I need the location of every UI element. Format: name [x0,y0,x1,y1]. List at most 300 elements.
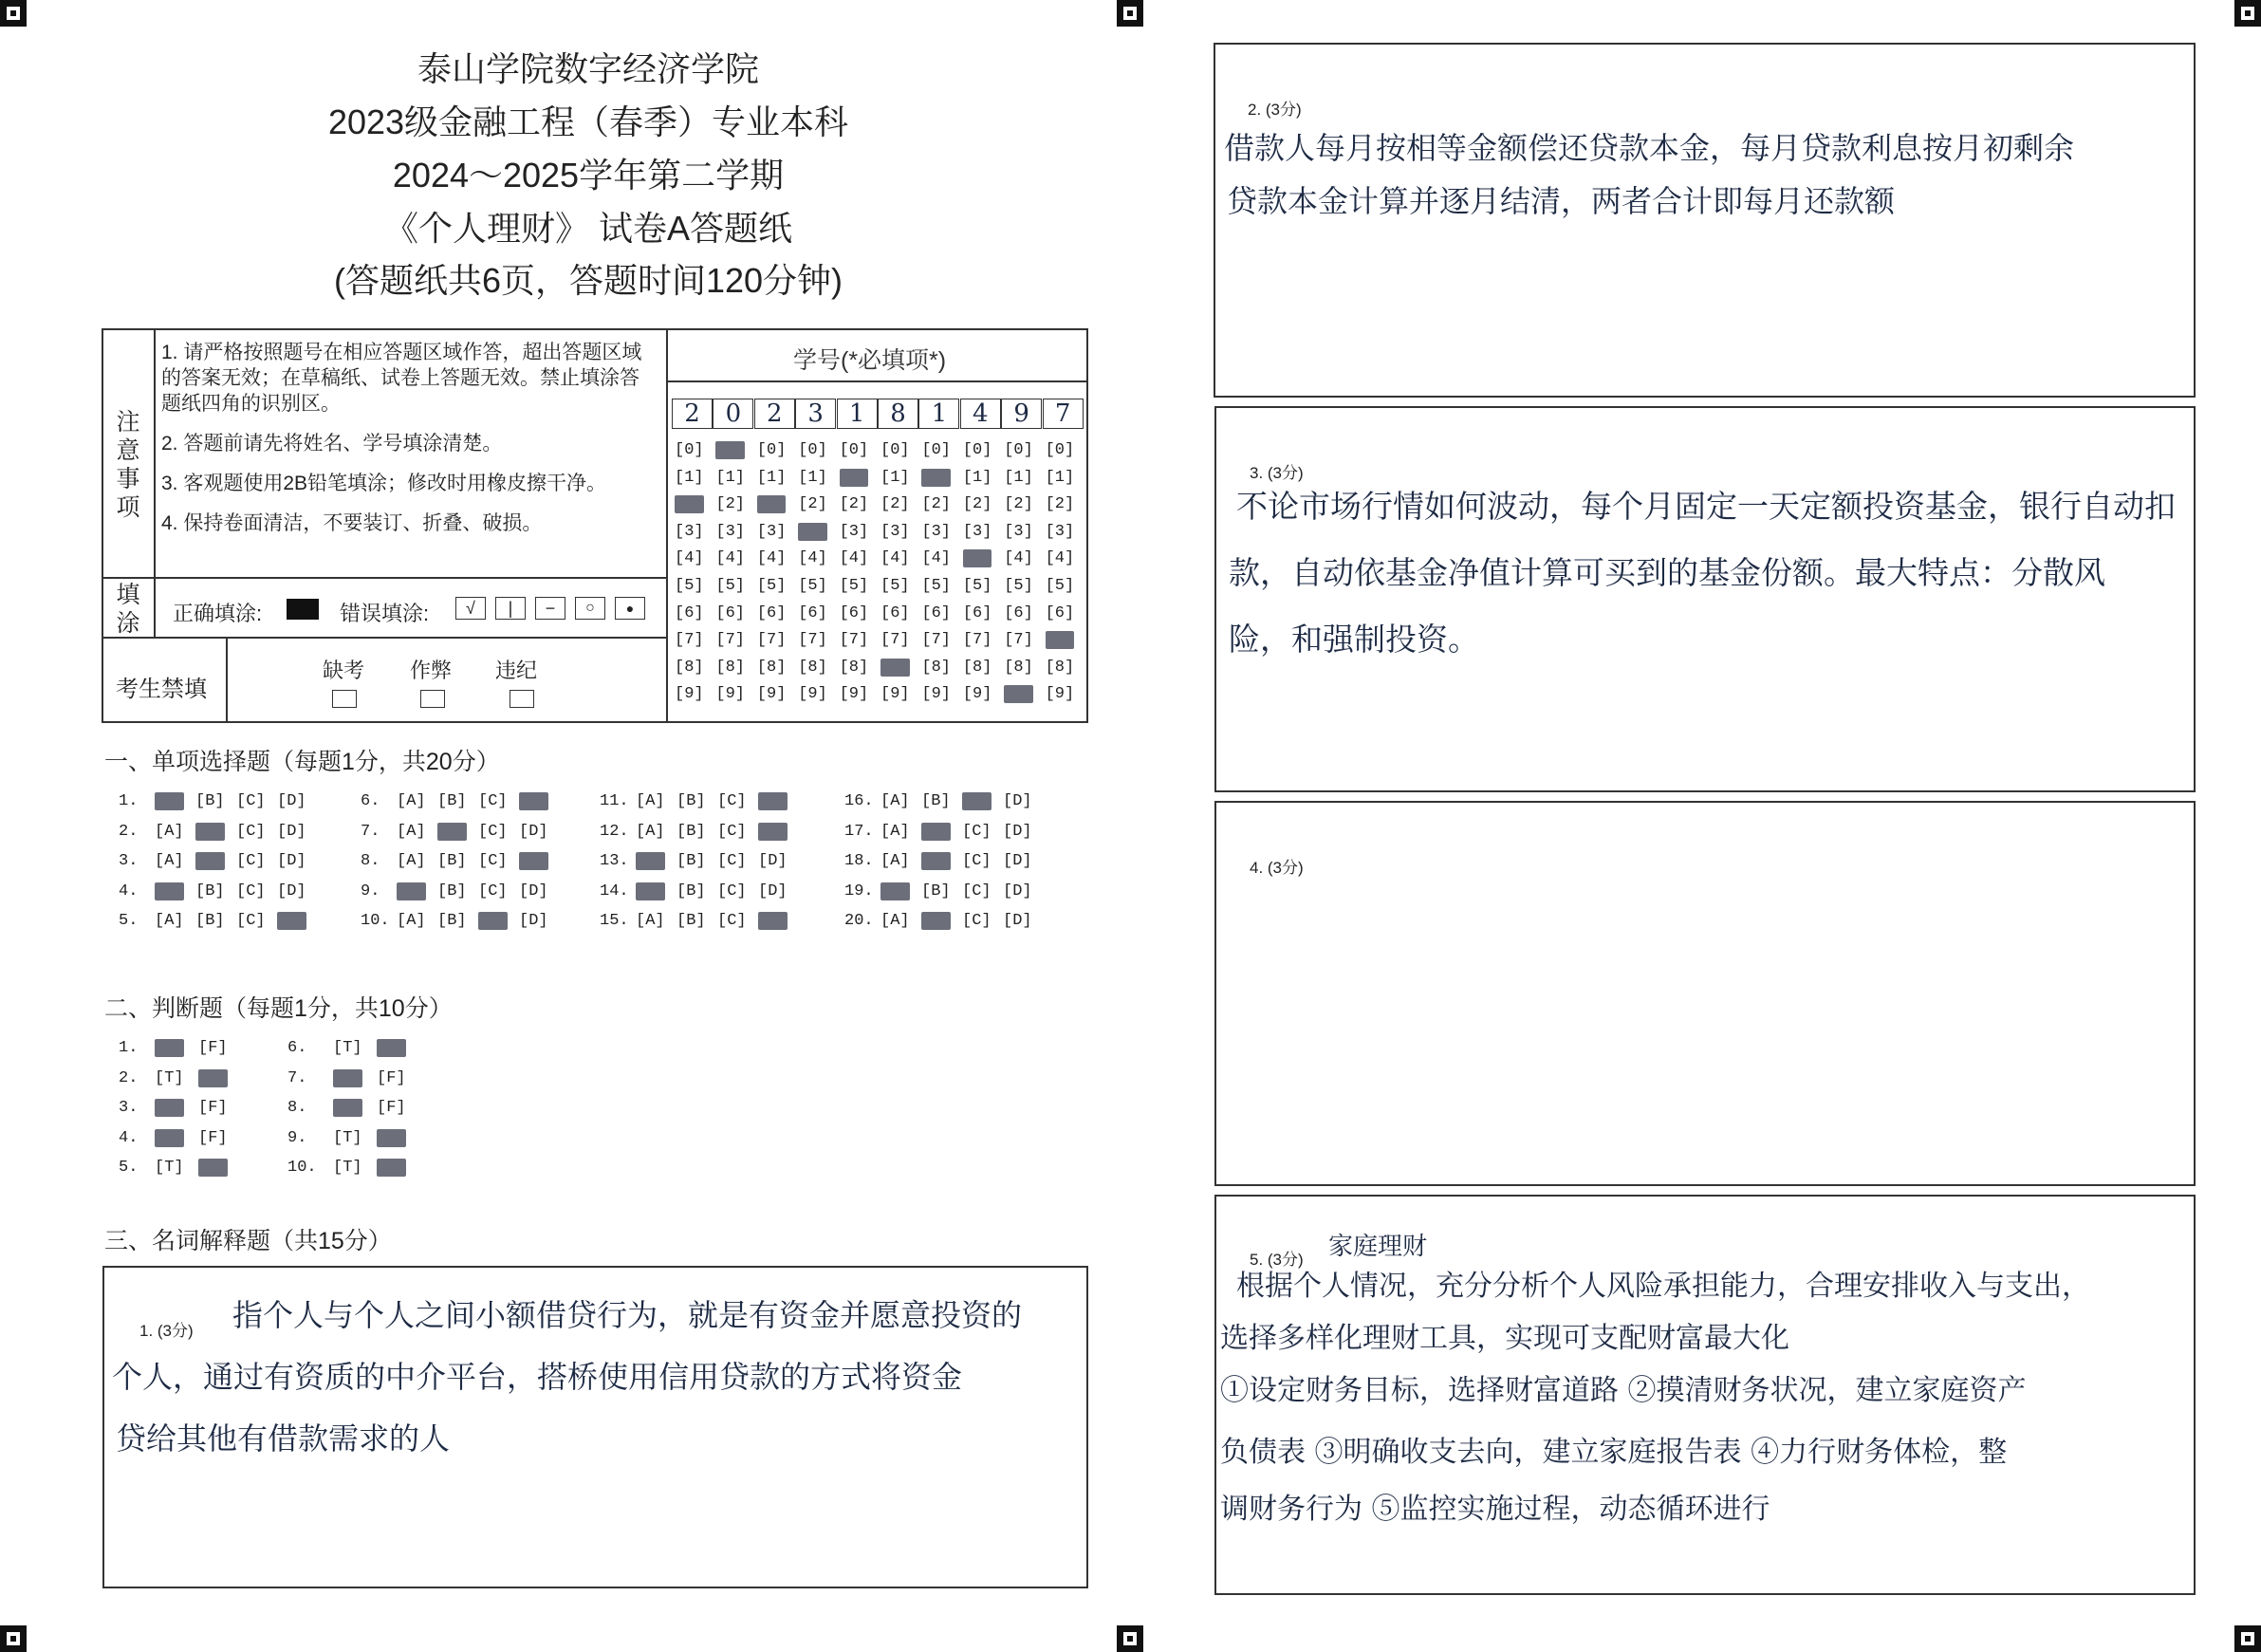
student-id-bubble[interactable]: [5] [921,577,951,595]
student-id-digit-5[interactable]: 1 [837,399,878,429]
student-id-bubble[interactable]: [3] [675,522,704,541]
student-id-bubble[interactable]: [9] [1045,685,1075,704]
mc-option-c[interactable]: [C] [717,822,747,841]
tf-option-f[interactable]: [F] [198,1099,228,1117]
student-id-bubble[interactable]: [2] [839,495,869,514]
forbid-checkbox-violation[interactable] [510,690,534,708]
student-id-bubble[interactable]: [7] [798,631,827,650]
student-id-bubble[interactable]: [7] [839,631,869,650]
mc-option-a[interactable]: [A] [155,852,184,870]
mc-option-d[interactable]: [D] [277,792,306,810]
answer-label-5: 5. (3分) [1250,1251,1304,1269]
tf-option-t[interactable]: [T] [155,1039,184,1057]
student-id-bubble[interactable]: [0] [962,441,992,459]
fill-wrong-mark: | [495,597,526,620]
student-id-bubble[interactable]: [1] [675,468,704,487]
student-id-bubble[interactable]: [5] [1045,577,1075,595]
student-id-bubble[interactable]: [5] [839,577,869,595]
student-id-bubble[interactable]: [7] [880,631,910,650]
mc-option-b[interactable]: [B] [676,822,706,841]
fill-wrong-mark: − [535,597,565,620]
mc-option-d[interactable]: [D] [519,852,548,870]
student-id-bubble[interactable]: [4] [839,549,869,568]
student-id-bubble[interactable]: [5] [715,577,745,595]
tf-option-t[interactable]: [T] [333,1159,362,1177]
corner-marker-bottom-left [0,1625,27,1652]
student-id-bubble[interactable]: [8] [962,658,992,677]
answer-label-2: 2. (3分) [1248,101,1302,119]
mc-option-b[interactable]: [B] [437,852,467,870]
student-id-digit-1[interactable]: 2 [672,399,713,429]
mc-option-b[interactable]: [B] [676,792,706,810]
mc-option-c[interactable]: [C] [717,882,747,900]
mc-option-c[interactable]: [C] [478,792,508,810]
corner-marker-bottom-right [2234,1625,2261,1652]
student-id-bubble[interactable]: [0] [880,441,910,459]
tf-option-f[interactable]: [F] [377,1039,406,1057]
answer-text-2-line: 借款人每月按相等金额偿还贷款本金，每月贷款利息按月初剩余 [1224,130,2075,166]
mc-question-number: 11. [600,792,629,810]
mc-option-d[interactable]: [D] [1003,882,1032,900]
student-id-bubble[interactable]: [2] [880,495,910,514]
student-id-bubble[interactable]: [1] [1004,468,1033,487]
mc-option-d[interactable]: [D] [1003,792,1032,810]
student-id-bubble[interactable]: [8] [798,658,827,677]
forbid-option-violation: 违纪 [495,659,538,682]
mc-option-a[interactable]: [A] [397,882,426,900]
mc-question-number: 6. [361,792,380,810]
student-id-bubble[interactable]: [2] [715,495,745,514]
mc-option-c[interactable]: [C] [962,822,992,841]
student-id-bubble[interactable]: [6] [1045,603,1075,622]
student-id-digit-9[interactable]: 9 [1001,399,1042,429]
student-id-bubble[interactable]: [1] [798,468,827,487]
student-id-bubble[interactable]: [3] [798,522,827,541]
student-id-bubble[interactable]: [9] [798,685,827,704]
fill-wrong-mark: √ [455,597,486,620]
section1-title: 一、单项选择题（每题1分，共20分） [104,749,500,775]
answer-label-4: 4. (3分) [1250,859,1304,877]
mc-option-a[interactable]: [A] [636,822,665,841]
student-id-digit-4[interactable]: 3 [795,399,836,429]
mc-question-number: 4. [119,882,139,900]
answer-text-1-line: 指个人与个人之间小额借贷行为，就是有资金并愿意投资的 [232,1297,1023,1333]
answer-text-5-line: 选择多样化理财工具，实现可支配财富最大化 [1220,1322,1789,1355]
student-id-title: 学号(*必填项*) [793,347,947,374]
mc-question-number: 1. [119,792,139,810]
mc-option-a[interactable]: [A] [880,912,910,930]
student-id-bubble[interactable]: [1] [962,468,992,487]
mc-option-d[interactable]: [D] [1003,852,1032,870]
mc-option-c[interactable]: [C] [717,792,747,810]
mc-option-a[interactable]: [A] [880,882,910,900]
notice-item: 4. 保持卷面清洁，不要装订、折叠、破损。 [161,512,543,534]
mc-question-number: 2. [119,822,139,841]
corner-marker-top-center [1117,0,1143,27]
student-id-bubble[interactable]: [2] [962,495,992,514]
student-id-bubble[interactable]: [2] [1004,495,1033,514]
mc-option-d[interactable]: [D] [277,822,306,841]
mc-option-c[interactable]: [C] [478,852,508,870]
mc-option-b[interactable]: [B] [921,852,951,870]
student-id-bubble[interactable]: [6] [798,603,827,622]
tf-question-number: 2. [119,1068,139,1087]
tf-question-number: 9. [287,1128,307,1147]
student-id-bubble[interactable]: [4] [1045,549,1075,568]
mc-option-d[interactable]: [D] [758,882,788,900]
tf-question-number: 7. [287,1068,307,1087]
mc-option-b[interactable]: [B] [921,912,951,930]
student-id-bubble[interactable]: [2] [921,495,951,514]
mc-option-c[interactable]: [C] [236,822,266,841]
notice-divider-h [102,577,667,579]
tf-option-f[interactable]: [F] [198,1159,228,1177]
student-id-bubble[interactable]: [8] [1004,658,1033,677]
student-id-bubble[interactable]: [9] [921,685,951,704]
student-id-bubble[interactable]: [5] [962,577,992,595]
mc-option-a[interactable]: [A] [397,912,426,930]
mc-option-d[interactable]: [D] [758,792,788,810]
mc-option-b[interactable]: [B] [195,882,225,900]
mc-question-number: 17. [844,822,874,841]
tf-option-t[interactable]: [T] [155,1128,184,1147]
mc-option-a[interactable]: [A] [880,792,910,810]
mc-option-b[interactable]: [B] [195,852,225,870]
student-id-bubble[interactable]: [0] [921,441,951,459]
student-id-bubble[interactable]: [5] [1004,577,1033,595]
mc-option-d[interactable]: [D] [519,822,548,841]
fill-label: 填涂 [116,582,140,637]
mc-option-b[interactable]: [B] [676,852,706,870]
tf-option-t[interactable]: [T] [333,1068,362,1087]
student-id-digit-10[interactable]: 7 [1043,399,1084,429]
mc-option-c[interactable]: [C] [236,852,266,870]
answer-text-5-line: 调财务行为 ⑤监控实施过程，动态循环进行 [1220,1493,1770,1526]
mc-option-c[interactable]: [C] [478,912,508,930]
notice-divider-v [154,328,156,637]
mc-option-a[interactable]: [A] [155,792,184,810]
tf-option-f[interactable]: [F] [377,1159,406,1177]
student-id-bubble[interactable]: [0] [1004,441,1033,459]
student-id-bubble[interactable]: [1] [921,468,951,487]
answer-text-5-line: 根据个人情况，充分分析个人风险承担能力，合理安排收入与支出， [1236,1270,2090,1303]
term-title: 2024～2025学年第二学期 [392,156,785,195]
student-id-digit-8[interactable]: 4 [960,399,1001,429]
exam-note: (答题纸共6页，答题时间120分钟) [333,261,843,300]
mc-option-b[interactable]: [B] [921,882,951,900]
student-id-bubble[interactable]: [3] [715,522,745,541]
student-id-digit-6[interactable]: 8 [878,399,918,429]
student-id-bubble[interactable]: [4] [715,549,745,568]
mc-option-a[interactable]: [A] [155,912,184,930]
mc-option-c[interactable]: [C] [478,882,508,900]
tf-option-f[interactable]: [F] [198,1128,228,1147]
mc-option-c[interactable]: [C] [962,792,992,810]
mc-option-b[interactable]: [B] [437,882,467,900]
exam-title: 《个人理财》 试卷A答题纸 [383,209,792,248]
mc-option-a[interactable]: [A] [636,852,665,870]
fill-wrong-label: 错误填涂: [340,602,430,625]
student-id-bubble[interactable]: [7] [1004,631,1033,650]
student-id-bubble[interactable]: [2] [675,495,704,514]
mc-question-number: 18. [844,852,874,870]
student-id-bubble[interactable]: [5] [675,577,704,595]
fill-correct-mark [287,599,319,620]
student-id-bubble[interactable]: [1] [715,468,745,487]
forbid-option-cheat: 作弊 [410,659,453,682]
tf-option-f[interactable]: [F] [377,1128,406,1147]
mc-option-c[interactable]: [C] [962,882,992,900]
tf-question-number: 3. [119,1099,139,1117]
student-id-bubble[interactable]: [5] [798,577,827,595]
student-id-bubble[interactable]: [3] [839,522,869,541]
mc-option-d[interactable]: [D] [1003,912,1032,930]
student-id-bubble[interactable]: [7] [756,631,787,650]
mc-option-a[interactable]: [A] [397,852,426,870]
tf-question-number: 5. [119,1159,139,1177]
student-id-bubble[interactable]: [2] [756,495,787,514]
student-id-bubble[interactable]: [6] [839,603,869,622]
student-id-bubble[interactable]: [9] [675,685,704,704]
student-id-bubble[interactable]: [3] [880,522,910,541]
mc-option-a[interactable]: [A] [880,852,910,870]
answer-text-2-line: 贷款本金计算并逐月结清，两者合计即每月还款额 [1227,183,1896,219]
mc-option-b[interactable]: [B] [437,912,467,930]
mc-option-d[interactable]: [D] [758,912,788,930]
answer-text-3-line: 款，自动依基金净值计算可买到的基金份额。最大特点：分散风 [1229,554,2105,591]
mc-option-c[interactable]: [C] [717,912,747,930]
student-id-bubble[interactable]: [6] [880,603,910,622]
student-id-bubble[interactable]: [6] [921,603,951,622]
mc-option-c[interactable]: [C] [478,822,508,841]
mc-option-d[interactable]: [D] [519,912,548,930]
mc-question-number: 9. [361,882,380,900]
student-id-bubble[interactable]: [2] [798,495,827,514]
mc-question-number: 20. [844,912,874,930]
corner-marker-top-left [0,0,27,27]
mc-option-b[interactable]: [B] [195,822,225,841]
mc-question-number: 3. [119,852,139,870]
fill-correct-label: 正确填涂: [173,602,263,625]
mc-option-b[interactable]: [B] [437,822,467,841]
student-id-bubble[interactable]: [8] [921,658,951,677]
student-id-bubble[interactable]: [5] [756,577,787,595]
student-id-bubble[interactable]: [9] [962,685,992,704]
student-id-bubble[interactable]: [3] [921,522,951,541]
tf-option-f[interactable]: [F] [377,1068,406,1087]
student-id-bubble[interactable]: [7] [675,631,704,650]
info-table-divider-v [666,328,668,723]
student-id-bubble[interactable]: [4] [756,549,787,568]
student-id-bubble[interactable]: [4] [880,549,910,568]
notice-item: 3. 客观题使用2B铅笔填涂；修改时用橡皮擦干净。 [161,473,607,494]
mc-option-d[interactable]: [D] [758,822,788,841]
tf-question-number: 4. [119,1128,139,1147]
answer-text-3-line: 险，和强制投资。 [1229,621,1479,658]
mc-question-number: 7. [361,822,380,841]
mc-option-a[interactable]: [A] [397,822,426,841]
student-id-bubble[interactable]: [9] [1004,685,1033,704]
answer-box-3[interactable] [1214,406,2196,792]
mc-option-a[interactable]: [A] [155,822,184,841]
student-id-bubble[interactable]: [4] [1004,549,1033,568]
student-id-bubble[interactable]: [8] [675,658,704,677]
mc-question-number: 5. [119,912,139,930]
tf-question-number: 6. [287,1039,307,1057]
fill-wrong-mark: ○ [575,597,605,620]
student-id-bubble[interactable]: [0] [715,441,745,459]
student-id-digit-2[interactable]: 0 [713,399,753,429]
tf-option-t[interactable]: [T] [333,1128,362,1147]
fill-divider-h [102,637,667,639]
answer-text-5-line: 负债表 ③明确收支去向，建立家庭报告表 ④力行财务体检，整 [1220,1436,2008,1469]
mc-option-a[interactable]: [A] [880,822,910,841]
tf-question-number: 8. [287,1099,307,1117]
tf-option-f[interactable]: [F] [377,1099,406,1117]
forbid-option-absent: 缺考 [323,659,365,682]
tf-question-number: 10. [287,1159,317,1177]
student-id-bubble[interactable]: [6] [1004,603,1033,622]
answer-label-3: 3. (3分) [1250,464,1304,482]
student-id-bubble[interactable]: [2] [1045,495,1075,514]
answer-text-1-line: 个人，通过有资质的中介平台，搭桥使用信用贷款的方式将资金 [112,1359,963,1395]
student-id-bubble[interactable]: [8] [756,658,787,677]
student-id-bubble[interactable]: [0] [839,441,869,459]
mc-option-b[interactable]: [B] [195,912,225,930]
fill-wrong-mark: ● [615,597,645,620]
mc-option-b[interactable]: [B] [921,822,951,841]
student-id-bubble[interactable]: [0] [1045,441,1075,459]
student-id-bubble[interactable]: [1] [880,468,910,487]
answer-box-4[interactable] [1214,801,2196,1186]
student-id-bubble[interactable]: [9] [756,685,787,704]
student-id-bubble[interactable]: [8] [839,658,869,677]
tf-option-t[interactable]: [T] [155,1068,184,1087]
tf-option-f[interactable]: [F] [198,1068,228,1087]
section2-title: 二、判断题（每题1分，共10分） [104,995,453,1022]
student-id-bubble[interactable]: [9] [715,685,745,704]
mc-option-c[interactable]: [C] [717,852,747,870]
mc-option-b[interactable]: [B] [676,912,706,930]
mc-option-a[interactable]: [A] [636,882,665,900]
tf-option-t[interactable]: [T] [155,1159,184,1177]
mc-option-d[interactable]: [D] [277,882,306,900]
student-id-bubble[interactable]: [0] [798,441,827,459]
corner-marker-bottom-center [1117,1625,1143,1652]
student-id-bubble[interactable]: [6] [675,603,704,622]
tf-option-t[interactable]: [T] [333,1099,362,1117]
mc-question-number: 16. [844,792,874,810]
answer-text-5-line: ①设定财务目标，选择财富道路 ②摸清财务状况，建立家庭资产 [1220,1374,2027,1407]
tf-option-f[interactable]: [F] [198,1039,228,1057]
forbid-divider-v [226,637,228,723]
mc-option-c[interactable]: [C] [236,792,266,810]
mc-option-b[interactable]: [B] [195,792,225,810]
mc-option-c[interactable]: [C] [962,912,992,930]
student-id-bubble[interactable]: [6] [715,603,745,622]
notice-list [161,340,655,550]
notice-item: 2. 答题前请先将姓名、学号填涂清楚。 [161,433,503,455]
student-id-bubble[interactable]: [8] [715,658,745,677]
student-id-bubble[interactable]: [0] [675,441,704,459]
student-id-bubble[interactable]: [3] [1004,522,1033,541]
mc-option-c[interactable]: [C] [236,912,266,930]
student-id-bubble[interactable]: [7] [962,631,992,650]
mc-option-d[interactable]: [D] [758,852,788,870]
student-id-bubble[interactable]: [4] [921,549,951,568]
mc-option-a[interactable]: [A] [636,912,665,930]
student-id-bubble[interactable]: [3] [756,522,787,541]
student-id-bubble[interactable]: [1] [839,468,869,487]
section3-title: 三、名词解释题（共15分） [104,1228,392,1254]
tf-option-t[interactable]: [T] [155,1099,184,1117]
mc-option-b[interactable]: [B] [437,792,467,810]
mc-question-number: 13. [600,852,629,870]
student-id-bubble[interactable]: [5] [880,577,910,595]
answer-text-5-line: 家庭理财 [1328,1233,1428,1261]
student-id-bubble[interactable]: [1] [756,468,787,487]
student-id-digit-7[interactable]: 1 [918,399,959,429]
mc-option-d[interactable]: [D] [277,852,306,870]
student-id-digit-3[interactable]: 2 [754,399,795,429]
student-id-bubble[interactable]: [8] [880,658,910,677]
student-id-bubble[interactable]: [7] [921,631,951,650]
student-id-bubble[interactable]: [3] [1045,522,1075,541]
student-id-bubble[interactable]: [9] [880,685,910,704]
mc-option-d[interactable]: [D] [277,912,306,930]
student-id-bubble[interactable]: [4] [962,549,992,568]
student-id-bubble[interactable]: [6] [962,603,992,622]
mc-option-c[interactable]: [C] [236,882,266,900]
mc-option-a[interactable]: [A] [397,792,426,810]
student-id-bubble[interactable]: [9] [839,685,869,704]
student-id-bubble[interactable]: [7] [1045,631,1075,650]
mc-option-d[interactable]: [D] [1003,822,1032,841]
major-title: 2023级金融工程（春季）专业本科 [327,102,849,141]
student-id-bubble[interactable]: [7] [715,631,745,650]
mc-option-a[interactable]: [A] [636,792,665,810]
answer-label-1: 1. (3分) [139,1322,194,1340]
student-id-bubble[interactable]: [1] [1045,468,1075,487]
student-id-bubble[interactable]: [3] [962,522,992,541]
forbid-checkbox-cheat[interactable] [420,690,445,708]
student-id-bubble[interactable]: [6] [756,603,787,622]
student-id-bubble[interactable]: [8] [1045,658,1075,677]
student-id-bubble[interactable]: [4] [798,549,827,568]
mc-option-a[interactable]: [A] [155,882,184,900]
mc-option-d[interactable]: [D] [519,882,548,900]
mc-option-d[interactable]: [D] [519,792,548,810]
notice-item: 1. 请严格按照题号在相应答题区域作答，超出答题区域的答案无效；在草稿纸、试卷上答题无效。禁止填涂答题纸四角的识别区。 [161,342,642,415]
mc-question-number: 15. [600,912,629,930]
mc-question-number: 14. [600,882,629,900]
mc-option-b[interactable]: [B] [676,882,706,900]
school-title: 泰山学院数字经济学院 [417,49,759,88]
mc-option-c[interactable]: [C] [962,852,992,870]
mc-question-number: 19. [844,882,874,900]
tf-option-t[interactable]: [T] [333,1039,362,1057]
mc-question-number: 12. [600,822,629,841]
answer-text-3-line: 不论市场行情如何波动，每个月固定一天定额投资基金，银行自动扣 [1236,488,2176,525]
exam-forbid-label: 考生禁填 [116,677,207,702]
student-id-bubble[interactable]: [4] [675,549,704,568]
mc-question-number: 10. [361,912,390,930]
forbid-checkbox-absent[interactable] [332,690,357,708]
mc-question-number: 8. [361,852,380,870]
tf-question-number: 1. [119,1039,139,1057]
mc-option-b[interactable]: [B] [921,792,951,810]
student-id-bubble[interactable]: [0] [756,441,787,459]
